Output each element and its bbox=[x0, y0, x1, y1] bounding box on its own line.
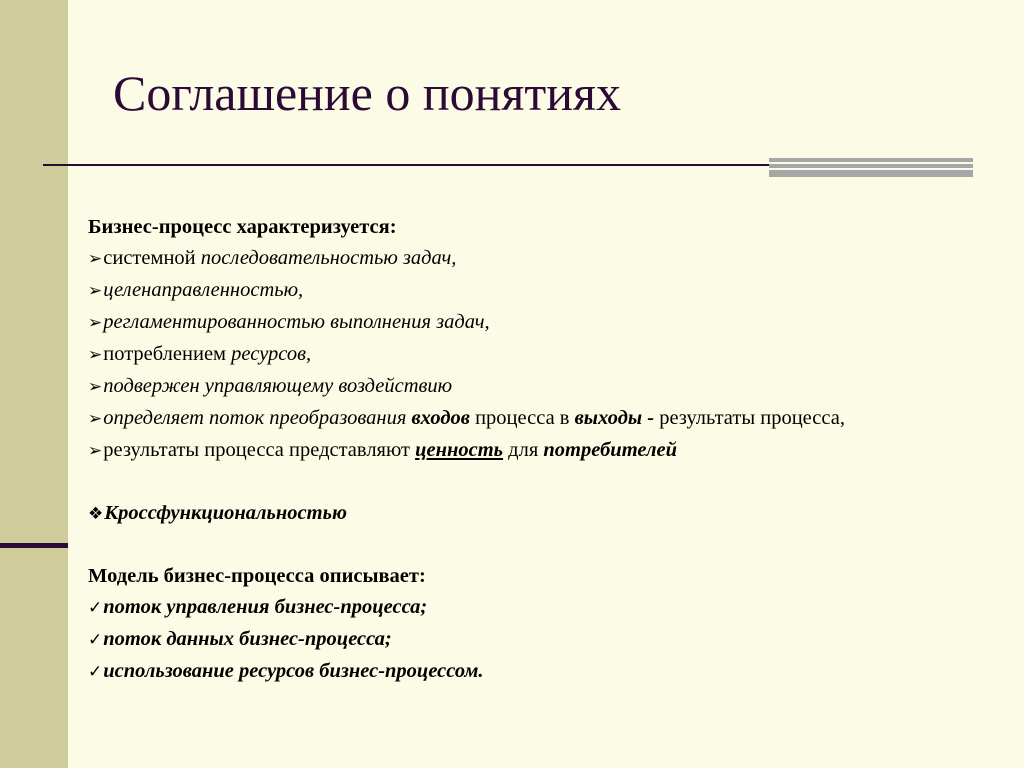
left-accent-rule bbox=[0, 543, 68, 548]
model-list-item bbox=[88, 624, 938, 656]
diamond-bullet-icon: ❖ bbox=[88, 504, 104, 524]
model-list-item bbox=[88, 656, 938, 688]
heading-business-process: Бизнес-процесс характеризуется: bbox=[88, 216, 397, 238]
title-divider-accent-bar bbox=[769, 158, 973, 177]
item-text: результаты процесса представляют bbox=[103, 439, 416, 461]
list-item bbox=[88, 275, 938, 307]
arrow-bullet-icon: ➢ bbox=[88, 281, 103, 301]
item-text-underlined: ценность bbox=[415, 439, 504, 461]
list-item bbox=[88, 435, 938, 467]
crossfunctional-item bbox=[88, 498, 938, 530]
item-text-italic: определяет поток преобразования bbox=[103, 407, 412, 429]
arrow-bullet-icon: ➢ bbox=[88, 249, 103, 269]
crossfunctional-text: Кроссфункциональностью bbox=[104, 502, 347, 524]
slide-body bbox=[88, 212, 938, 688]
item-text: результаты процесса, bbox=[654, 407, 845, 429]
list-item bbox=[88, 339, 938, 371]
heading-process-model: Модель бизнес-процесса описывает: bbox=[88, 565, 426, 587]
item-text-bold-italic: выходы - bbox=[574, 407, 655, 429]
arrow-bullet-icon: ➢ bbox=[88, 441, 103, 461]
check-bullet-icon: ✓ bbox=[88, 662, 103, 682]
item-text: процесса в bbox=[469, 407, 575, 429]
arrow-bullet-icon: ➢ bbox=[88, 409, 103, 429]
list-item bbox=[88, 403, 938, 435]
spacer bbox=[88, 530, 938, 561]
spacer bbox=[88, 467, 938, 498]
item-text-italic: ресурсов, bbox=[231, 343, 312, 365]
item-text: системной bbox=[103, 247, 201, 269]
item-text: для bbox=[503, 439, 544, 461]
left-decorative-band bbox=[0, 0, 68, 768]
arrow-bullet-icon: ➢ bbox=[88, 313, 103, 333]
item-text-italic: последовательностью задач, bbox=[200, 247, 457, 269]
item-text-italic: подвержен управляющему воздействию bbox=[103, 375, 453, 397]
arrow-bullet-icon: ➢ bbox=[88, 345, 103, 365]
model-list-item bbox=[88, 592, 938, 624]
model-item-text: поток управления бизнес-процесса; bbox=[103, 596, 428, 618]
check-bullet-icon: ✓ bbox=[88, 630, 103, 650]
item-text-italic: целенаправленностью, bbox=[103, 279, 304, 301]
list-item bbox=[88, 243, 938, 275]
model-item-text: поток данных бизнес-процесса; bbox=[103, 628, 392, 650]
item-text-bold-italic: потребителей bbox=[543, 439, 677, 461]
model-item-text: использование ресурсов бизнес-процессом. bbox=[103, 660, 484, 682]
check-bullet-icon: ✓ bbox=[88, 598, 103, 618]
slide-title: Соглашение о понятиях bbox=[113, 65, 621, 121]
item-text-italic: регламентированностью выполнения задач, bbox=[103, 311, 490, 333]
item-text: потреблением bbox=[103, 343, 232, 365]
list-item bbox=[88, 371, 938, 403]
arrow-bullet-icon: ➢ bbox=[88, 377, 103, 397]
list-item bbox=[88, 307, 938, 339]
item-text-bold-italic: входов bbox=[411, 407, 470, 429]
